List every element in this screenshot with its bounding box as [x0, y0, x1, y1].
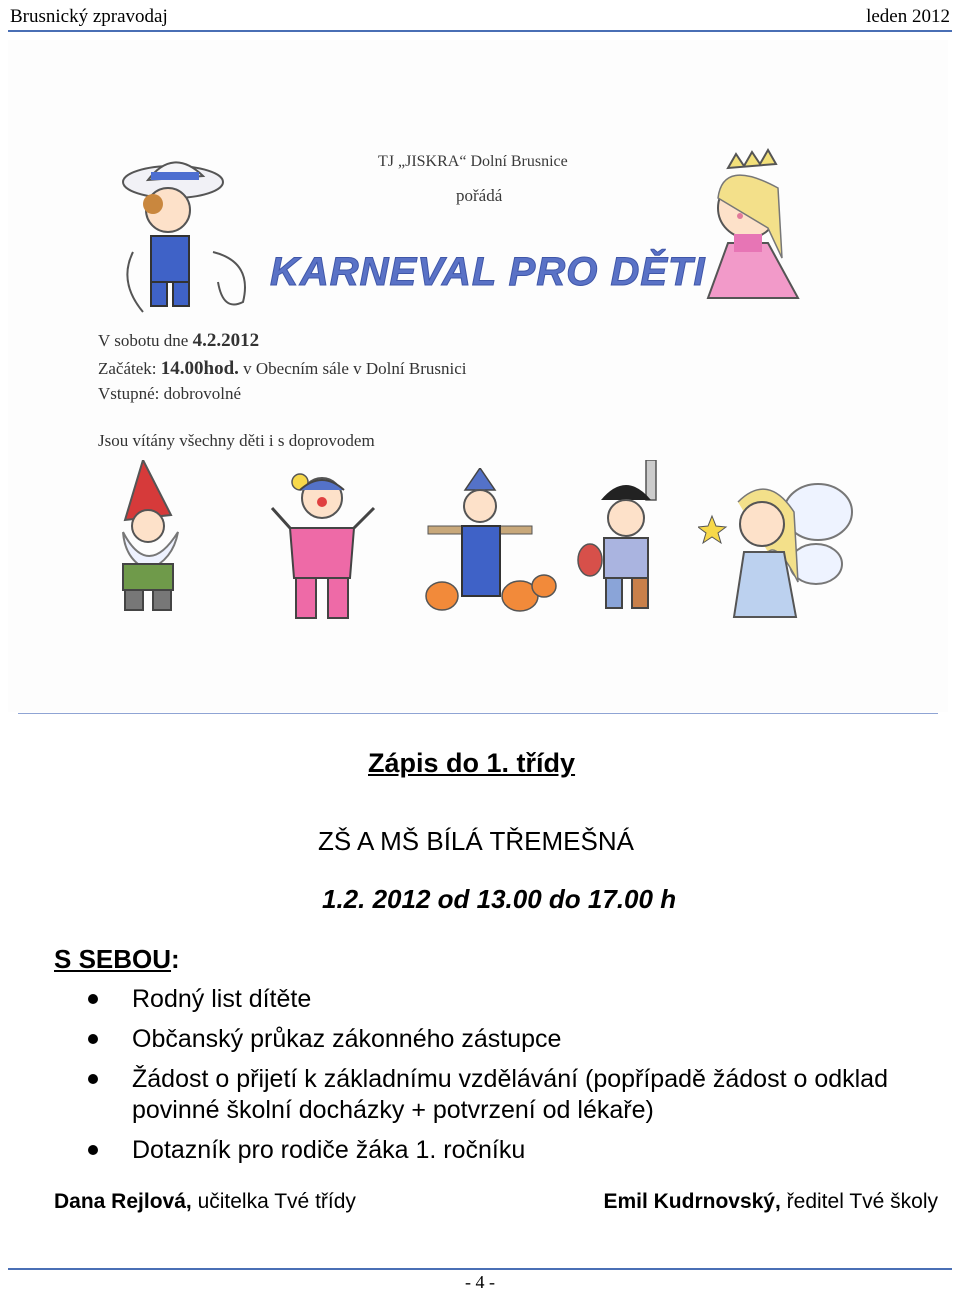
poster-start-prefix: Začátek:: [98, 359, 157, 378]
poster-porada: pořádá: [456, 186, 503, 205]
enrollment-datetime: 1.2. 2012 od 13.00 do 17.00 h: [322, 884, 677, 914]
bullet-icon: [88, 994, 98, 1004]
issue-date: leden 2012: [866, 6, 950, 27]
poster-start-line: [98, 358, 466, 380]
teacher-name: Dana Rejlová,: [54, 1190, 192, 1213]
poster-date-line: [98, 330, 259, 352]
footer-divider: [8, 1268, 952, 1270]
director-role: ředitel Tvé školy: [780, 1190, 938, 1213]
poster-start-time: 14.00hod.: [160, 358, 239, 379]
bring-heading: [54, 944, 180, 975]
bullet-icon: [88, 1074, 98, 1084]
bring-list: [80, 984, 940, 1166]
section-divider: [18, 713, 938, 714]
poster-title: KARNEVAL PRO DĚTI: [270, 250, 706, 294]
signature-teacher: [54, 1190, 356, 1214]
page-number: - 4 -: [465, 1272, 495, 1292]
teacher-role: učitelka Tvé třídy: [191, 1190, 356, 1213]
signature-director: [603, 1190, 938, 1214]
fairy-icon: [698, 472, 858, 632]
poster-welcome: Jsou vítány všechny děti i s doprovodem: [98, 431, 375, 450]
newsletter-title: Brusnický zpravodaj: [10, 6, 168, 27]
bullet-icon: [88, 1145, 98, 1155]
page-header: [8, 4, 952, 32]
pirate-icon: [576, 460, 676, 620]
poster-start-place: v Obecním sále v Dolní Brusnici: [243, 359, 467, 378]
list-item: Rodný list dítěte: [80, 984, 940, 1015]
poster-organizer: TJ „JISKRA“ Dolní Brusnice: [378, 153, 568, 170]
list-item: Dotazník pro rodiče žáka 1. ročníku: [80, 1135, 940, 1166]
bring-colon: :: [171, 944, 180, 974]
poster-date-prefix: V sobotu dne: [98, 331, 189, 350]
article-title: Zápis do 1. třídy: [368, 748, 576, 778]
bullet-icon: [88, 1034, 98, 1044]
gnome-icon: [103, 460, 203, 620]
scarecrow-icon: [420, 468, 560, 633]
cowboy-icon: [113, 152, 273, 322]
bring-label: S SEBOU: [54, 944, 172, 974]
list-item: Občanský průkaz zákonného zástupce: [80, 1024, 940, 1055]
poster-entry: Vstupné: dobrovolné: [98, 384, 242, 403]
princess-icon: [698, 148, 828, 313]
list-item: Žádost o přijetí k základnímu vzdělávání (popřípadě žádost o odklad povinné školní docházky + potvrzení od lékaře): [80, 1064, 940, 1126]
carnival-poster: [8, 40, 948, 712]
poster-date: 4.2.2012: [192, 330, 260, 351]
clown-icon: [270, 468, 380, 638]
school-name: ZŠ A MŠ BÍLÁ TŘEMEŠNÁ: [318, 826, 634, 856]
director-name: Emil Kudrnovský,: [603, 1190, 781, 1213]
